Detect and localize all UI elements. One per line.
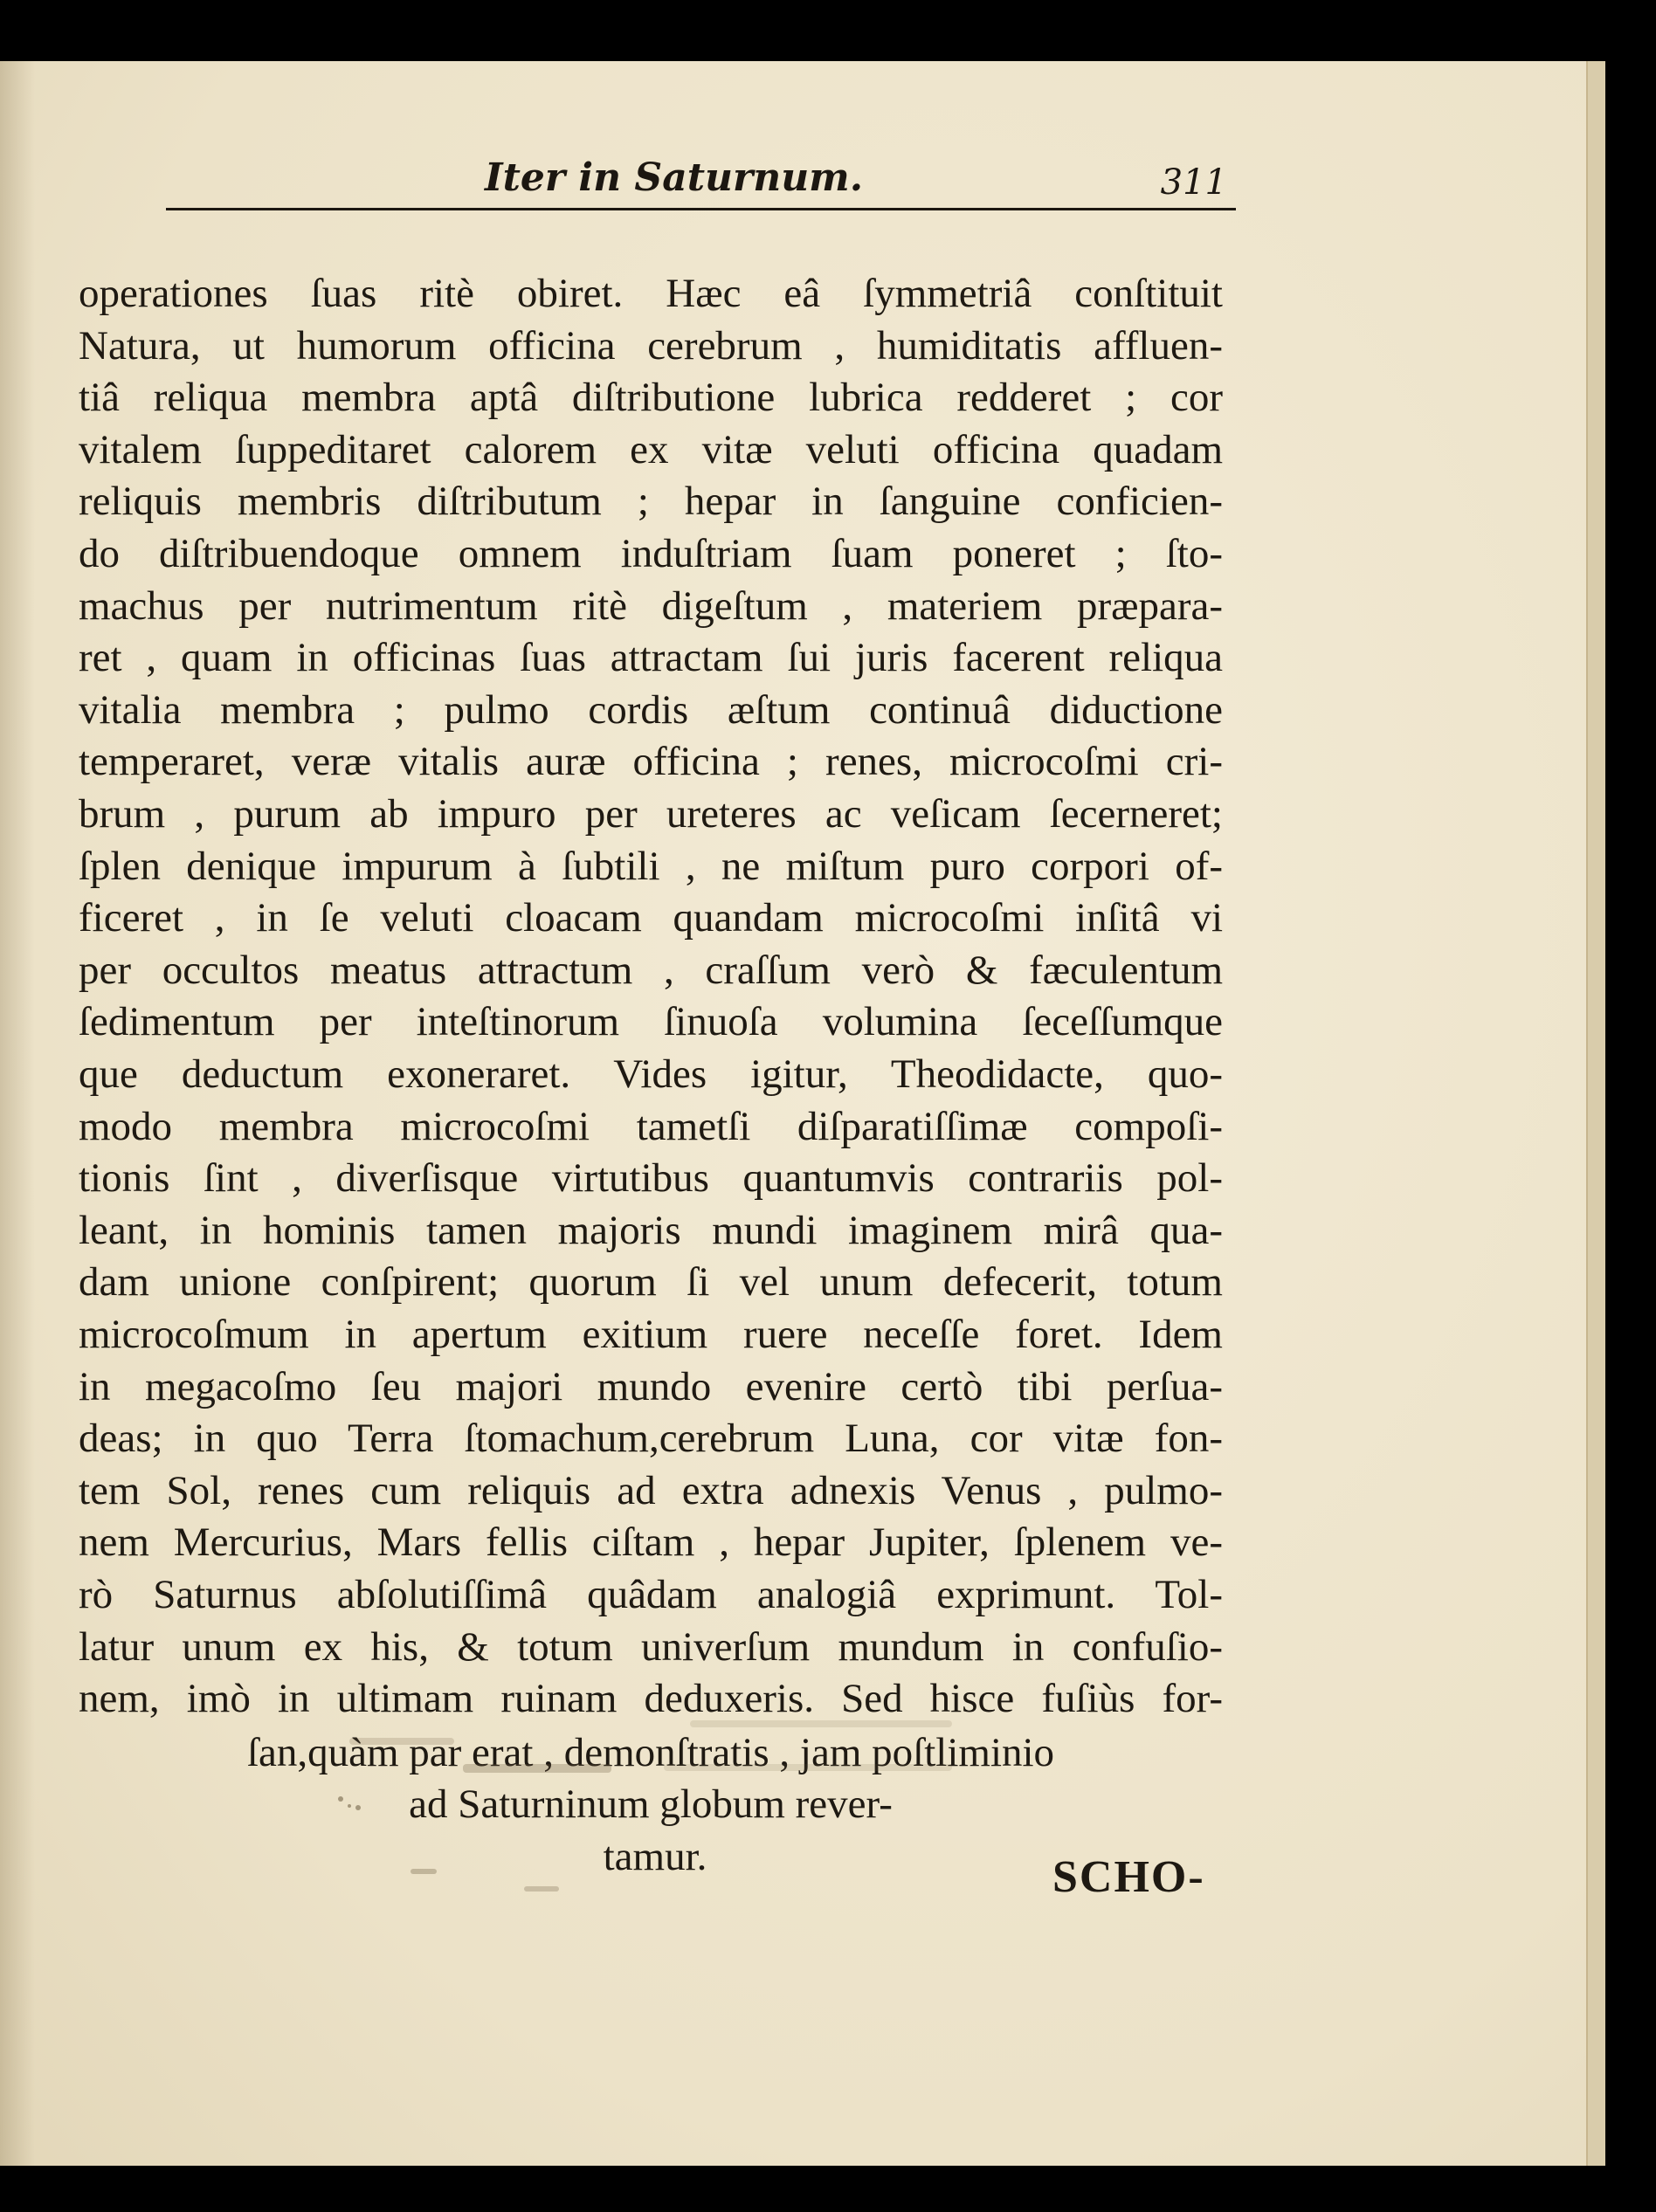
text-line: reliquis membris diſtributum ; hepar in ſanguine conficien- xyxy=(79,479,1223,525)
text-line: in megacoſmo ſeu majori mundo evenire certò tibi perſua- xyxy=(79,1363,1223,1409)
closing-line: ſan,quàm par erat , demonſtratis , jam poſtliminio xyxy=(246,1729,1055,1775)
text-line: deas; in quo Terra ſtomachum,cerebrum Luna, cor vitæ fon- xyxy=(79,1416,1223,1462)
text-line: tiâ reliqua membra aptâ diſtributione lubrica redderet ; cor xyxy=(79,375,1223,421)
gutter-shadow xyxy=(0,61,35,2166)
text-line: tionis ſint , diverſisque virtutibus quantumvis contrariis pol- xyxy=(79,1155,1223,1202)
text-line: leant, in hominis tamen majoris mundi imaginem mirâ qua- xyxy=(79,1207,1223,1253)
header-rule xyxy=(166,208,1236,210)
text-line: rò Saturnus abſolutiſſimâ quâdam analogiâ exprimunt. Tol- xyxy=(79,1572,1223,1617)
text-line: ſplen denique impurum à ſubtili , ne miſtum puro corpori of- xyxy=(79,843,1223,889)
text-line: vitalem ſuppeditaret calorem ex vitæ veluti officina quadam xyxy=(79,426,1223,472)
text-line: vitalia membra ; pulmo cordis æſtum continuâ diductione xyxy=(79,686,1223,733)
text-line: per occultos meatus attractum , craſſum verò & fæculentum xyxy=(79,947,1223,993)
text-line: do diſtribuendoque omnem induſtriam ſuam poneret ; ſto- xyxy=(79,531,1223,576)
text-line: dam unione conſpirent; quorum ſi vel unum defecerit, totum xyxy=(79,1259,1223,1306)
book-page xyxy=(0,61,1605,2166)
page-edge xyxy=(1586,61,1605,2166)
text-line: nem, imò in ultimam ruinam deduxeris. Sed hisce fuſiùs for- xyxy=(79,1676,1223,1722)
text-line: Natura, ut humorum officina cerebrum , humiditatis affluen- xyxy=(79,322,1223,369)
text-line: temperaret, veræ vitalis auræ officina ; renes, microcoſmi cri- xyxy=(79,739,1223,785)
text-line: ſedimentum per inteſtinorum ſinuoſa volumina ſeceſſumque xyxy=(79,999,1223,1045)
text-line: ret , quam in officinas ſuas attractam ſui juris facerent reliqua xyxy=(79,635,1223,681)
text-line: nem Mercurius, Mars fellis ciſtam , hepar Jupiter, ſplenem ve- xyxy=(79,1519,1223,1566)
text-line: operationes ſuas ritè obiret. Hæc eâ ſymmetriâ conſtituit xyxy=(79,271,1223,316)
text-line: latur unum ex his, & totum univerſum mundum in confuſio- xyxy=(79,1623,1223,1670)
text-line: que deductum exoneraret. Vides igitur, Theodidacte, quo- xyxy=(79,1051,1223,1097)
page-number: 311 xyxy=(1160,162,1227,203)
closing-line: ad Saturninum globum rever- xyxy=(409,1781,893,1828)
text-line: modo membra microcoſmi tametſi diſparatiſſimæ compoſi- xyxy=(79,1103,1223,1149)
text-line: ficeret , in ſe veluti cloacam quandam microcoſmi inſitâ vi xyxy=(79,895,1223,941)
running-head: Iter in Saturnum. xyxy=(485,155,864,200)
text-line: brum , purum ab impuro per ureteres ac veſicam ſecerneret; xyxy=(79,791,1223,837)
text-line: tem Sol, renes cum reliquis ad extra adnexis Venus , pulmo- xyxy=(79,1467,1223,1513)
text-line: machus per nutrimentum ritè digeſtum , materiem præpara- xyxy=(79,582,1223,629)
show-through-ink xyxy=(288,1703,1074,1982)
catchword: SCHO- xyxy=(1052,1852,1205,1902)
closing-line: tamur. xyxy=(603,1834,707,1879)
page-header xyxy=(166,147,1236,217)
text-line: microcoſmum in apertum exitium ruere neceſſe foret. Idem xyxy=(79,1312,1223,1357)
